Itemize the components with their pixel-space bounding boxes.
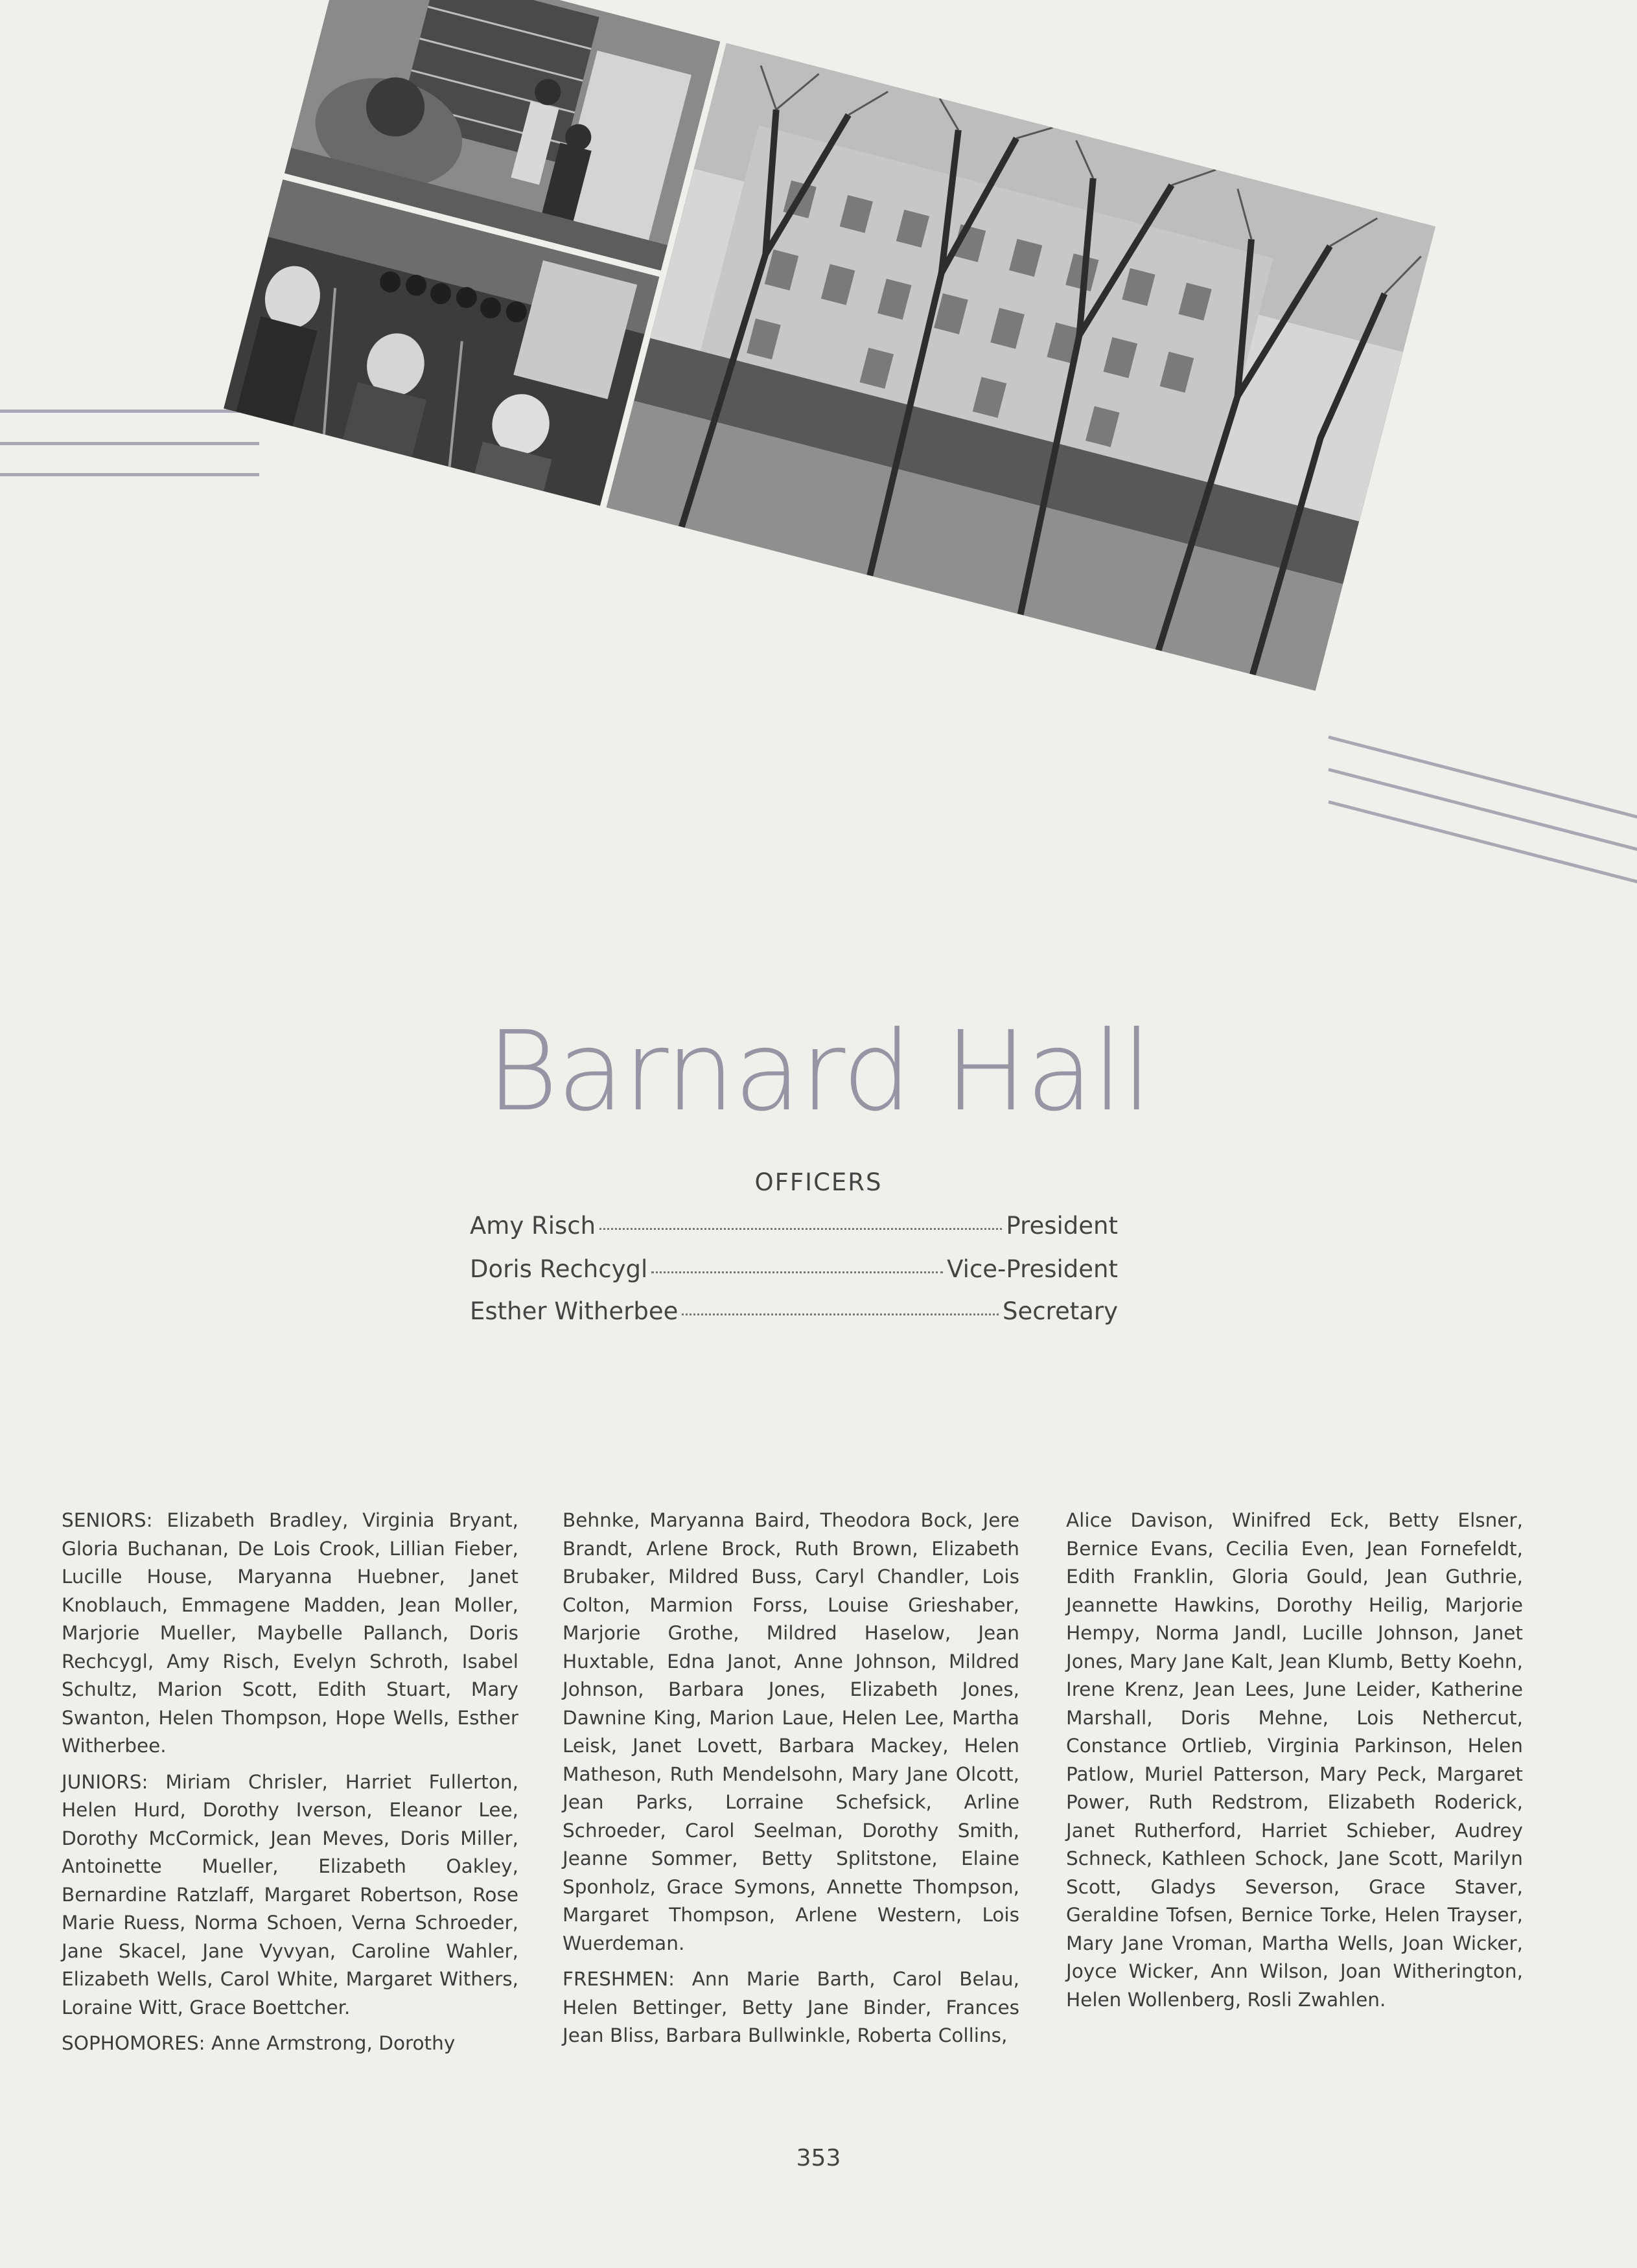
roster-column-1 [62,1507,518,2066]
decorative-line-left-2 [0,442,259,445]
sophomores-list-continued: Behnke, Maryanna Baird, Theodora Bock, Jere Brandt, Arlene Brock, Ruth Brown, Elizabeth Brubaker, Mildred Buss, Caryl Chandler, Lois Colton, Marmion Forss, Louise Grieshaber, Marjorie Grothe, Mildred Haselow, Jean Huxtable, Edna Janot, Anne Johnson, Mildred Johnson, Barbara Jones, Elizabeth Jones, Dawnine King, Marion Laue, Helen Lee, Martha Leisk, Janet Lovett, Barbara Mackey, Helen Matheson, Ruth Mendelsohn, Mary Jane Olcott, Jean Parks, Lorraine Schefsick, Arline Schroeder, Carol Seelman, Dorothy Smith, Jeanne Sommer, Betty Splitstone, Elaine Sponholz, Grace Symons, Annette Thompson, Margaret Thompson, Arlene Western, Lois Wuerdeman. [563,1509,1019,1954]
decorative-line-left-1 [0,410,259,413]
page-number: 353 [796,2145,841,2171]
leader-dots [651,1271,943,1273]
officer-name: Esther Witherbee [470,1297,679,1325]
roster-column-2 [563,1507,1019,2058]
freshmen-list-start: FRESHMEN: Ann Marie Barth, Carol Belau, Helen Bettinger, Betty Jane Binder, Frances Jean Bliss, Barbara Bullwinkle, Roberta Collins, [563,1968,1019,2046]
leader-dots [599,1228,1002,1230]
leader-dots [682,1313,999,1315]
page-title: Barnard Hall [486,1008,1151,1136]
juniors-list: JUNIORS: Miriam Chrisler, Harriet Fullerton, Helen Hurd, Dorothy Iverson, Eleanor Lee, Dorothy McCormick, Jean Meves, Doris Miller, Antoinette Mueller, Elizabeth Oakley, Bernardine Ratzlaff, Margaret Robertson, Rose Marie Ruess, Norma Schoen, Verna Schroeder, Jane Skacel, Jane Vyvyan, Caroline Wahler, Elizabeth Wells, Carol White, Margaret Withers, Loraine Witt, Grace Boettcher. [62,1770,518,2019]
building-exterior-photo [607,43,1435,691]
officer-role: Secretary [1002,1297,1118,1325]
officers-heading: OFFICERS [754,1168,883,1196]
sophomores-list-start: SOPHOMORES: Anne Armstrong, Dorothy [62,2032,456,2054]
officer-name: Doris Rechcygl [470,1255,648,1283]
freshmen-list-continued: Alice Davison, Winifred Eck, Betty Elsner, Bernice Evans, Cecilia Even, Jean Fornefeldt, Edith Franklin, Gloria Gould, Jean Guthrie, Jeannette Hawkins, Dorothy Heilig, Marjorie Hempy, Norma Jandl, Lucille Johnson, Janet Jones, Mary Jane Kalt, Jean Klumb, Betty Koehn, Irene Krenz, Jean Lees, June Leider, Katherine Marshall, Doris Mehne, Lois Nethercut, Constance Ortlieb, Virginia Parkinson, Helen Patlow, Muriel Patterson, Mary Peck, Margaret Power, Ruth Redstrom, Elizabeth Roderick, Janet Rutherford, Harriet Schieber, Audrey Schneck, Kathleen Schock, Jane Scott, Marilyn Scott, Gladys Severson, Grace Staver, Geraldine Tofsen, Bernice Torke, Helen Trayser, Mary Jane Vroman, Martha Wells, Joan Wicker, Joyce Wicker, Ann Wilson, Joan Witherington, Helen Wollenberg, Rosli Zwahlen. [1066,1509,1523,2011]
roster-column-3 [1066,1507,1523,2022]
officer-role: President [1006,1212,1118,1240]
officer-row-secretary [470,1297,1118,1325]
officer-row-president [470,1212,1118,1240]
officer-row-vice-president [470,1255,1118,1283]
decorative-line-left-3 [0,473,259,476]
photo-collage [224,0,1435,691]
officer-name: Amy Risch [470,1212,596,1240]
officer-role: Vice-President [947,1255,1118,1283]
seniors-list: SENIORS: Elizabeth Bradley, Virginia Bryant, Gloria Buchanan, De Lois Crook, Lillian Fieber, Lucille House, Maryanna Huebner, Janet Knoblauch, Emmagene Madden, Jean Moller, Marjorie Mueller, Maybelle Pallanch, Doris Rechcygl, Amy Risch, Evelyn Schroth, Isabel Schultz, Marion Scott, Edith Stuart, Mary Swanton, Helen Thompson, Hope Wells, Esther Witherbee. [62,1509,518,1757]
decorative-line-right-3 [1328,800,1637,885]
